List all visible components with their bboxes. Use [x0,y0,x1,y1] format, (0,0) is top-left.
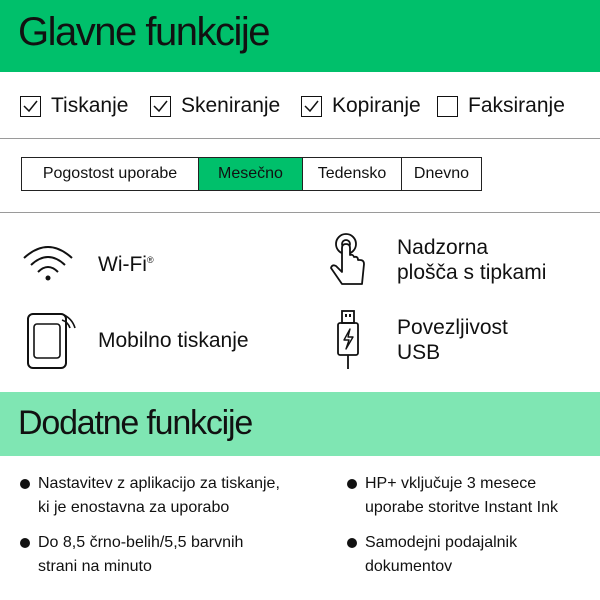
list-item [20,531,320,579]
feature-wifi [18,232,154,292]
divider [0,212,600,213]
list-item [347,472,597,520]
list-item-text: Nastavitev z aplikacijo za tiskanje, ki je enostavna za uporabo [38,475,280,516]
feature-label: Nadzorna plošča s tipkami [397,236,547,284]
checkbox-unchecked-icon [437,96,458,117]
function-faxing [437,90,565,122]
feature-usb [318,310,508,370]
usb-icon [318,310,378,370]
list-item [20,472,320,520]
feature-touch-panel [318,230,546,290]
feature-label: Mobilno tiskanje [98,328,249,352]
touch-panel-icon [318,230,378,290]
function-list [0,90,600,122]
wifi-icon [18,232,78,292]
bullet-icon [347,538,357,548]
main-functions-header [0,0,600,72]
divider [0,138,600,139]
list-item-text: Samodejni podajalnik dokumentov [365,534,518,575]
function-label: Faksiranje [468,94,565,117]
feature-mobile-printing [18,310,249,370]
frequency-option-weekly: Tedensko [303,158,402,190]
frequency-option-monthly: Mesečno [199,158,303,190]
list-item-text: Do 8,5 črno-belih/5,5 barvnih strani na minuto [38,534,244,575]
list-item [347,531,597,579]
function-label: Tiskanje [51,94,129,117]
function-printing [20,90,128,122]
feature-label: Povezljivost USB [397,316,508,364]
function-label: Kopiranje [332,94,421,117]
function-scanning [150,90,280,122]
function-copying [301,90,421,122]
bullet-icon [347,479,357,489]
frequency-label: Pogostost uporabe [22,158,199,190]
checkbox-checked-icon [301,96,322,117]
bullet-icon [20,538,30,548]
frequency-option-daily: Dnevno [402,158,481,190]
feature-label: Wi-Fi® [98,252,154,276]
mobile-print-icon [18,310,78,370]
list-item-text: HP+ vključuje 3 mesece uporabe storitve Instant Ink [365,475,558,516]
checkbox-checked-icon [20,96,41,117]
checkbox-checked-icon [150,96,171,117]
usage-frequency-selector [21,157,482,191]
page-title: Glavne funkcije [18,10,269,54]
bullet-icon [20,479,30,489]
section-title: Dodatne funkcije [18,404,253,442]
additional-functions-header [0,392,600,456]
function-label: Skeniranje [181,94,281,117]
